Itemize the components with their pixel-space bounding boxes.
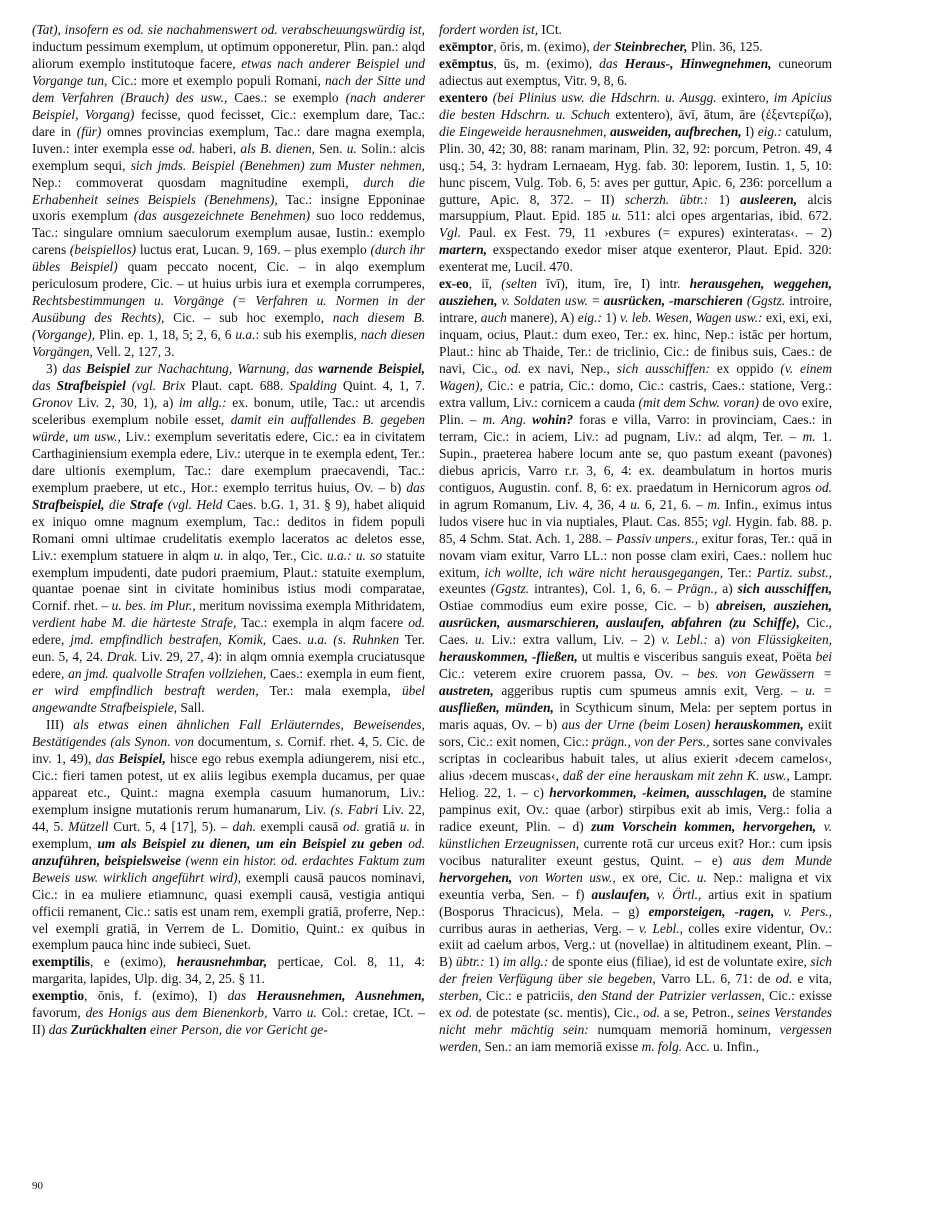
page-number: 90	[32, 1180, 43, 1192]
entry-paragraph: 3) das Beispiel zur Nachachtung, Warnung, das warnende Beispiel, das Strafbeispiel (vgl. Brix Plaut. capt. 688. Spalding Quint. 4, 1, 7. Gronov Liv. 2, 30, 1), a) im allg.: ex. bonum, utile, Tac.: ut arcendis sceleribus exemplum nobile esset, damit ein auffallendes B. gegeben würde, um usw., Liv.: exemplum severitatis edere, Cic.: ea in civitatem Carthaginiensium exempla edere, Liv.: uterque in te exempla edent, Ter.: dare ultionis exemplum, Tac.: dare exemplum praecavendi, Tac.: exemplum praebere, ut etc., Hor.: exemplo territus huius, Ov. – b) das Strafbeispiel, die Strafe (vgl. Held Caes. b.G. 1, 31. § 9), habet aliquid ex iniquo omne magnum exemplum, Tac.: deditos in fidem populi Romani omni ultimae crudelitatis exemplo laceratos ac deletos esse, Liv.: exemplum statuere in alqm u. in alqo, Ter., Cic. u.a.: u. so statuite exemplum impudenti, date pudori praemium, Plaut.: statuite exemplum, quantae poenae sint in civitate hominibus istius modi comparatae, Cornif. rhet. – u. bes. im Plur., meritum novissima exempla Mithridatem, verdient habe M. die härteste Strafe, Tac.: exempla in alqm facere od. edere, jmd. empfindlich bestrafen, Komik, Caes. u.a. (s. Ruhnken Ter. eun. 5, 4, 24. Drak. Liv. 29, 27, 4): in alqm omnia exempla cruciatusque edere, an jmd. qualvolle Strafen vollziehen, Caes.: exempla in eum fient, er wird empfindlich bestraft werden, Ter.: mala exempla, übel angewandte Strafbeispiele, Sall.	[32, 361, 425, 716]
entry-exeo: ex-eo, iī, (selten īvī), itum, īre, I) intr. herausgehen, weggehen, ausziehen, v. Soldaten usw. = ausrücken, -marschieren (Ggstz. introire, intrare, auch manere), A) eig.: 1) v. leb. Wesen, Wagen usw.: exi, exi, exi, inquam, ocius, Plaut.: dum exeo, Ter.: ex. hinc, Nep.: istāc per hortum, Plaut.: hinc ab Thaide, Ter.: de triclinio, Cic.: de finibus suis, Caes.: de navi, Cic., od. ex navi, Nep., sich ausschiffen: ex oppido (v. einem Wagen), Cic.: e patria, Cic.: domo, Cic.: castris, Caes.: statione, Verg.: extra vallum, Liv.: cornicem a cauda (mit dem Schw. voran) de ovo exire, Plin. – m. Ang. wohin? foras e villa, Varro: in provinciam, Caes.: in terram, Cic.: in aciem, Liv.: ad pugnam, Liv.: ad alqm, Ter. – m. 1. Supin., praeterea habere locum ante se, quo pastum exeant (pavones) diebus apricis, Varro r.r. 3, 6, 4: ex. deambulatum in hortos muris contiguos, Augustin. conf. 8, 6: ex. praedatum in Hernicorum agros od. in agrum Romanum, Liv. 4, 36, 4 u. 6, 21, 6. – m. Infin., eximus intus ludos visere huc in via nuptiales, Plaut. Cas. 855; vgl. Hygin. fab. 88. p. 85, 4 Schm. Stat. Ach. 1, 288. – Passiv unpers., exitur foras, Ter.: quā in novam viam exitur, Varro LL.: non posse clam exiri, Caes.: nollem huc exitum, ich wollte, ich wäre nicht herausgegangen, Ter.: Partiz. subst., exeuntes (Ggstz. intrantes), Col. 1, 6, 6. – Prägn., a) sich ausschiffen, Ostiae commodius eum exire posse, Cic. – b) abreisen, ausziehen, ausrücken, ausmarschieren, auslaufen, abfahren (zu Schiffe), Cic., Caes. u. Liv.: extra vallum, Liv. – 2) v. Lebl.: a) von Flüssigkeiten, herauskommen, -fließen, ut multis e visceribus sanguis exeat, Poëta bei Cic.: veterem exire cruorem passa, Ov. – bes. von Gewässern = austreten, aggeribus ruptis cum spumeus amnis exit, Verg. – u. = ausfließen, münden, in Scythicum sinum, Mela: per septem portus in maris aquas, Ov. – b) aus der Urne (beim Losen) herauskommen, exiit sors, Cic.: exit nomen, Cic.: prägn., von der Pers., sortes sane convivales scriptas in coclearibus habuit tales, ut alius exierit ›decem camelos‹, alius ›decem muscas‹, daß der eine herauskam mit zehn K. usw., Lampr. Heliog. 22, 1. – c) hervorkommen, -keimen, ausschlagen, de stamine pampinus exit, Ov.: quae (arbor) stirpibus exit ab imis, Verg.: folia a radice exeunt, Plin. – d) zum Vorschein kommen, hervorgehen, v. künstlichen Erzeugnissen, currente rotā cur urceus exit? Hor.: cum ipsis vocibus naturaliter exeunt gestus, Quint. – e) aus dem Munde hervorgehen, von Worten usw., ex ore, Cic. u. Nep.: maligna et vix exeuntia verba, Sen. – f) auslaufen, v. Örtl., artius exit in spatium (Bosporus Thracicus), Mela. – g) emporsteigen, -ragen, v. Pers., curribus auras in aetherias, Verg. – v. Lebl., colles exire videntur, Ov.: exiit ad caelum arbos, Verg.: ut (novellae) in altitudinem exeant, Plin. – B) übtr.: 1) im allg.: de sponte eius (filiae), id est de voluntate exire, sich der freien Verfügung über sie begeben, Varro LL. 6, 71: de od. e vita, sterben, Cic.: e patriciis, den Stand der Patrizier verlassen, Cic.: exisse ex od. de potestate (sc. mentis), Cic., od. a se, Petron., seines Verstandes nicht mehr mächtig sein: numquam memoriā hominum, vergessen werden, Sen.: an iam memoriā exisse m. folg. Acc. u. Infin.,	[439, 276, 833, 1055]
entry-paragraph: III) als etwas einen ähnlichen Fall Erläuterndes, Beweisendes, Bestätigendes (als Synon. von documentum, s. Cornif. rhet. 4, 5. Cic. de inv. 1, 49), das Beispiel, hisce ego rebus exempla adiungerem, nisi etc., Cic.: fieri tamen potest, ut ex aliis legibus exempla ducamus, per quae appareat etc., Quint.: magna exempla casuum humanorum, Liv.: exemplum insigne mutationis rerum humanarum, Liv. (s. Fabri Liv. 22, 44, 5. Mützell Curt. 5, 4 [17], 5). – dah. exempli causā od. gratiā u. in exemplum, um als Beispiel zu dienen, um ein Beispiel zu geben od. anzuführen, beispielsweise (wenn ein histor. od. erdachtes Faktum zum Beweis usw. wirklich angeführt wird), exempli causā paucos nominavi, Cic.: in ea muliere etiamnunc, quasi exempli causā, vestigia antiqui officii remanent, Cic.: satis est unam rem, exempli gratiā, proferre, Nep.: vel exempli gratiā, in Verrem de L. Domitio, Quint.: ex quibus in exemplum pauca hinc inde subieci, Suet.	[32, 717, 425, 953]
entry-exemptilis: exemptilis, e (eximo), herausnehmbar, perticae, Col. 8, 11, 4: margarita, lapides, Ulp. dig. 34, 2, 25. § 11.	[32, 954, 425, 987]
entry-exentero: exentero (bei Plinius usw. die Hdschrn. u. Ausgg. exintero, im Apicius die besten Hdschrn. u. Schuch extentero), āvī, ātum, āre (ἐξεντερίζω), die Eingeweide herausnehmen, ausweiden, aufbrechen, I) eig.: catulum, Plin. 30, 42; 30, 88: ranam marinam, Plin. 32, 92: porcum, Petron. 49, 4 usq.; 54, 3: hydram Lernaeam, Hyg. fab. 30: leporem, Iustin. 1, 5, 10: hunc piscem, Vulg. Tob. 6, 5: aves per guttur, Apic. 6, 236: porcellum a gutture, Apic. 8, 372. – II) scherzh. übtr.: 1) ausleeren, alcis marsuppium, Plaut. Epid. 185 u. 511: alci opes argentarias, ibid. 672. Vgl. Paul. ex Fest. 79, 11 ›exbures (= expures) exinteratas‹. – 2) martern, exspectando exedor miser atque exenteror, Plaut. Epid. 320: exenterat me, Lucil. 470.	[439, 89, 832, 275]
right-column	[439, 22, 832, 1056]
entry-paragraph: (Tat), insofern es od. sie nachahmenswert od. verabscheuungswürdig ist, inductum pessimum exemplum, ut optimum opponeretur, Plin. pan.: alqd aliorum exemplo institutoque facere, etwas nach anderer Beispiel und Vorgange tun, Cic.: more et exemplo populi Romani, nach der Sitte und dem Verfahren (Brauch) des usw., Caes.: se exemplo (nach anderer Beispiel, Vorgang) fecisse, quod fecisset, Cic.: exemplum dare, Tac.: dare in (für) omnes provincias exemplum, Tac.: dare magna exempla, Iuven.: inter exempla esse od. haberi, als B. dienen, Sen. u. Solin.: alcis exemplum sequi, sich jmds. Beispiel (Benehmen) zum Muster nehmen, Nep.: commoverat quosdam magnitudine exempli, durch die Erhabenheit seines Beispiels (Benehmens), Tac.: insigne Epponinae uxoris exemplum (das ausgezeichnete Benehmen) suo loco reddemus, Tac.: singulare omnium saeculorum exemplum ausae, Iustin.: exemplo carens (beispiellos) luctus erat, Lucan. 9, 169. – plus exemplo (durch ihr übles Beispiel) quam peccato nocent, Cic. – in alqo exemplum periculosum prodere, Cic. – ut huius urbis iura et exempla corrumperes, Rechtsbestimmungen u. Vorgänge (= Verfahren u. Normen in der Ausübung des Rechts), Cic. – sub hoc exemplo, nach diesem B. (Vorgange), Plin. ep. 1, 18, 5; 2, 6, 6 u.a.: sub his exemplis, nach diesen Vorgängen, Vell. 2, 127, 3.	[32, 22, 426, 360]
entry-exemptor: exēmptor, ōris, m. (eximo), der Steinbrecher, Plin. 36, 125.	[439, 38, 763, 54]
left-column	[32, 22, 425, 1039]
entry-continuation: fordert worden ist, ICt.	[439, 22, 562, 37]
entry-exemptio: exemptio, ōnis, f. (eximo), I) das Herausnehmen, Ausnehmen, favorum, des Honigs aus dem Bienenkorb, Varro u. Col.: cretae, ICt. – II) das Zurückhalten einer Person, die vor Gericht ge-	[32, 988, 425, 1038]
entry-exemptus: exēmptus, ūs, m. (eximo), das Heraus-, Hinwegnehmen, cuneorum adiectus aut exemptus, Vitr. 9, 8, 6.	[439, 55, 832, 88]
